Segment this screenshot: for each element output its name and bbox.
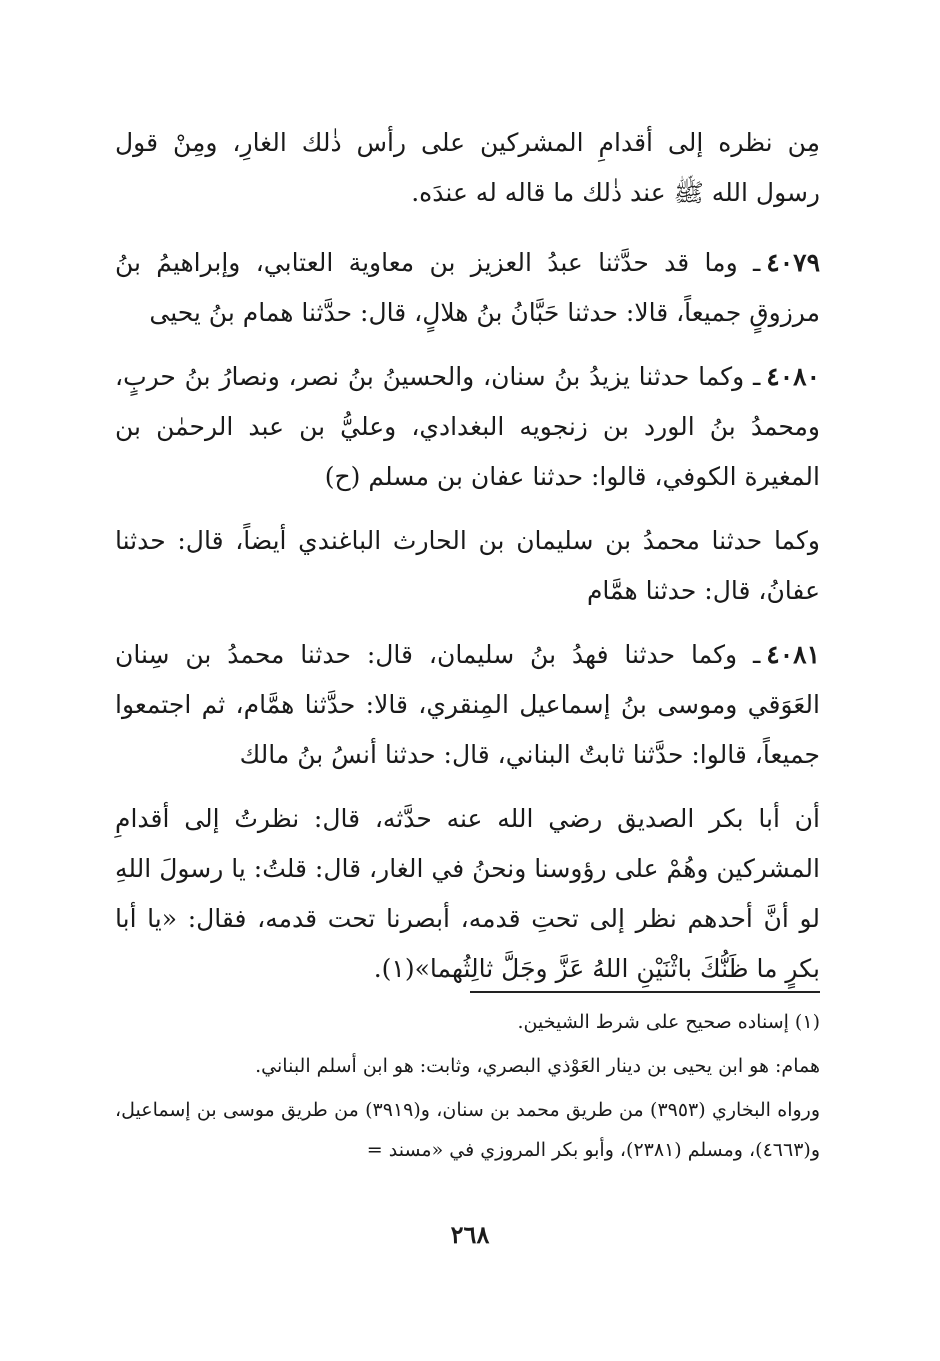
hadith-matn [115,794,820,994]
hadith-number: ٤٠٨٠ [766,362,820,391]
main-text [115,118,820,1008]
hadith-4080 [115,352,820,502]
footnote-divider [470,991,820,993]
paragraph-text: ـ وكما حدثنا يزيدُ بنُ سنان، والحسينُ بنُ نصر، ونصارُ بنُ حربٍ، ومحمدُ بنُ الورد بن زنجويه البغدادي، وعليُّ بن عبد الرحمٰن بن المغيرة الكوفي، قالوا: حدثنا عفان بن مسلم (ح) [115,362,820,491]
paragraph-intro [115,118,820,218]
footnote-line: (١) إسناده صحيح على شرط الشيخين. [517,1011,820,1033]
hadith-4079 [115,238,820,338]
paragraph-text: مِن نظره إلى أقدامِ المشركين على رأس ذٰلك الغارِ، ومِنْ قول رسول الله ﷺ عند ذٰلك ما قاله له عندَه. [115,128,820,207]
footnotes [115,1002,820,1174]
paragraph-text: ـ وما قد حدَّثنا عبدُ العزيز بن معاوية العتابي، وإبراهيمُ بنُ مرزوقٍ جميعاً، قالا: حدثنا حَبَّانُ بنُ هلالٍ، قال: حدَّثنا همام بنُ يحيى [115,248,820,327]
footnote-line: ورواه البخاري (٣٩٥٣) من طريق محمد بن سنان، و(٣٩١٩) من طريق موسى بن إسماعيل، و(٤٦٦٣)، ومسلم (٢٣٨١)، وأبو بكر المروزي في «مسند = [115,1099,821,1161]
hadith-number: ٤٠٨١ [766,640,820,669]
paragraph-text: ـ وكما حدثنا فهدُ بنُ سليمان، قال: حدثنا محمدُ بن سِنان العَوَقي وموسى بنُ إسماعيل المِنقري، قالا: حدَّثنا همَّام، ثم اجتمعوا جميعاً، قالوا: حدَّثنا ثابتٌ البناني، قال: حدثنا أنسُ بنُ مالك [115,640,820,769]
paragraph-text: أن أبا بكر الصديق رضي الله عنه حدَّثه، قال: نظرتُ إلى أقدامِ المشركين وهُمْ على رؤوسنا ونحنُ في الغار، قال: قلتُ: يا رسولَ اللهِ لو أنَّ أحدهم نظر إلى تحتِ قدمه، أبصرنا تحت قدمه، فقال: «يا أبا بكرٍ ما ظَنُّكَ باثْنَيْنِ اللهُ عَزَّ وجَلَّ ثالِثُهما»(١). [115,804,820,983]
paragraph-chain [115,516,820,616]
paragraph-text: وكما حدثنا محمدُ بن سليمان بن الحارث الباغندي أيضاً، قال: حدثنا عفانُ، قال: حدثنا همَّام [115,526,820,605]
hadith-4081 [115,630,820,780]
page-number: ٢٦٨ [450,1220,490,1249]
hadith-number: ٤٠٧٩ [766,248,820,277]
footnote-line: همام: هو ابن يحيى بن دينار العَوْذي البصري، وثابت: هو ابن أسلم البناني. [255,1055,820,1077]
